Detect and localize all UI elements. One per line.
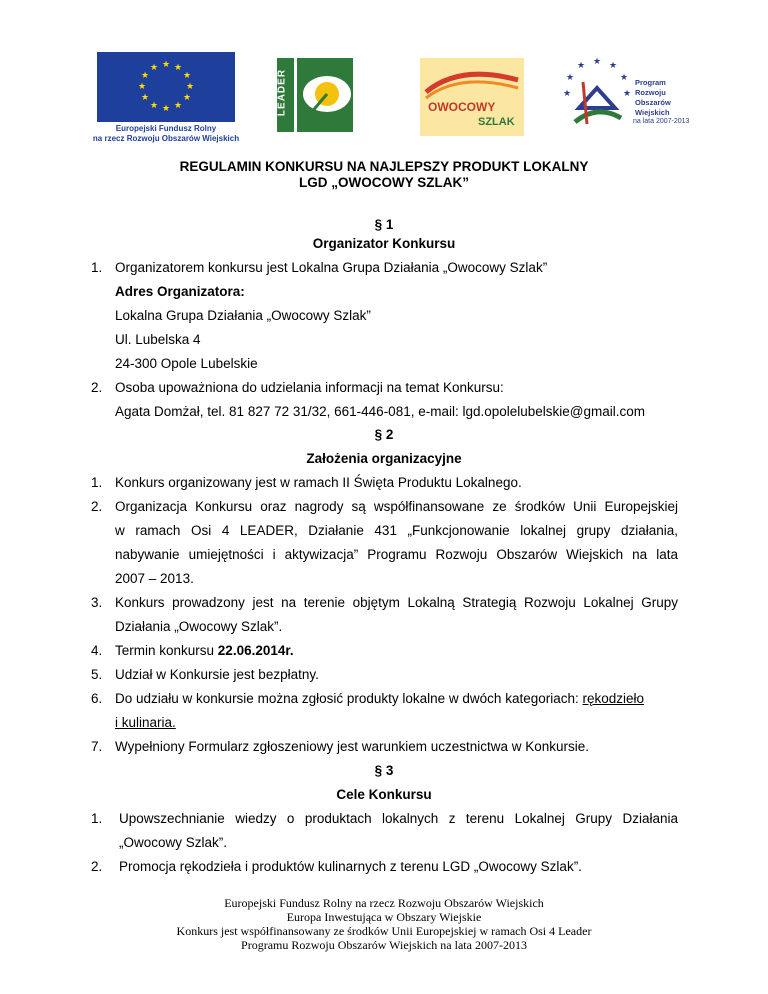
s3-item-1-line-1: Upowszechnianie wiedzy o produktach lokalnych z terenu Lokalnej Grupy Działania bbox=[119, 811, 678, 826]
svg-text:★: ★ bbox=[173, 101, 183, 111]
prow-name bbox=[635, 78, 671, 118]
s2-item-2-line-1: Organizacja Konkursu oraz nagrody są współfinansowane ze środków Unii Europejskiej bbox=[115, 499, 678, 514]
s2-item-2-number: 2. bbox=[91, 499, 103, 514]
section-3-mark: § 3 bbox=[374, 763, 394, 778]
eu-caption-line2: na rzecz Rozwoju Obszarów Wiejskich bbox=[92, 134, 240, 143]
section-2-heading: Założenia organizacyjne bbox=[306, 451, 462, 466]
prow-years: na lata 2007-2013 bbox=[633, 118, 690, 125]
svg-text:★: ★ bbox=[161, 60, 171, 70]
address-label: Adres Organizatora: bbox=[115, 284, 245, 299]
s2-item-7-number: 7. bbox=[91, 739, 103, 754]
s2-item-6-line-1 bbox=[115, 691, 644, 707]
svg-text:★: ★ bbox=[619, 73, 629, 83]
s2-item-4-number: 4. bbox=[91, 643, 103, 658]
svg-text:★: ★ bbox=[140, 71, 150, 81]
s2-item-7-text: Wypełniony Formularz zgłoszeniowy jest warunkiem uczestnictwa w Konkursie. bbox=[115, 739, 590, 754]
s2-item-2-line-3: nabywanie umiejętności i aktywizacja” Programu Rozwoju Obszarów Wiejskich na lata bbox=[115, 547, 678, 562]
svg-text:★: ★ bbox=[149, 101, 159, 111]
svg-text:★: ★ bbox=[576, 61, 586, 71]
s3-item-1-number: 1. bbox=[91, 811, 103, 826]
address-line-3: 24-300 Opole Lubelskie bbox=[115, 356, 258, 371]
title-line-2: LGD „OWOCOWY SZLAK” bbox=[299, 175, 469, 190]
s2-item-1-number: 1. bbox=[91, 475, 103, 490]
s1-item-2-number: 2. bbox=[91, 380, 103, 395]
page-footer bbox=[0, 896, 768, 952]
svg-text:★: ★ bbox=[137, 82, 147, 92]
owocowy-szlak-logo bbox=[420, 58, 524, 136]
eu-flag-icon bbox=[97, 52, 235, 122]
footer-line-1: Europejski Fundusz Rolny na rzecz Rozwoju Obszarów Wiejskich bbox=[224, 896, 544, 910]
s1-item-1-number: 1. bbox=[91, 260, 103, 275]
svg-text:★: ★ bbox=[185, 82, 195, 92]
s2-item-5-text: Udział w Konkursie jest bezpłatny. bbox=[115, 667, 319, 682]
s2-item-2-line-2: w ramach Osi 4 LEADER, Działanie 431 „Funkcjonowanie lokalnej grupy działania, bbox=[115, 523, 678, 538]
owocowy-text: OWOCOWY bbox=[428, 100, 496, 114]
footer-line-2: Europa Inwestująca w Obszary Wiejskie bbox=[286, 910, 482, 924]
s2-item-5-number: 5. bbox=[91, 667, 103, 682]
section-1-mark: § 1 bbox=[374, 217, 394, 232]
section-3-heading: Cele Konkursu bbox=[336, 787, 432, 802]
section-1-heading: Organizator Konkursu bbox=[312, 236, 456, 251]
svg-text:★: ★ bbox=[622, 89, 632, 99]
logo-bar bbox=[0, 48, 768, 148]
szlak-text: SZLAK bbox=[478, 116, 515, 128]
contact-line: Agata Domżał, tel. 81 827 72 31/32, 661-446-081, e-mail: lgd.opolelubelskie@gmail.com bbox=[115, 404, 646, 419]
address-line-1: Lokalna Grupa Działania „Owocowy Szlak” bbox=[115, 308, 371, 323]
document-title bbox=[0, 159, 768, 191]
s2-item-3-line-1: Konkurs prowadzony jest na terenie objętym Lokalną Strategią Rozwoju Lokalnej Grupy bbox=[115, 595, 678, 610]
svg-text:★: ★ bbox=[182, 71, 192, 81]
s3-item-1-line-2: „Owocowy Szlak”. bbox=[119, 835, 228, 850]
s2-item-3-number: 3. bbox=[91, 595, 103, 610]
s2-item-1-text: Konkurs organizowany jest w ramach II Święta Produktu Lokalnego. bbox=[115, 475, 522, 490]
prow-logo bbox=[561, 52, 701, 140]
address-line-2: Ul. Lubelska 4 bbox=[115, 332, 201, 347]
svg-text:★: ★ bbox=[182, 93, 192, 103]
footer-line-3: Konkurs jest współfinansowany ze środków Unii Europejskiej w ramach Osi 4 Leader bbox=[176, 924, 592, 938]
prow-line-1: Program bbox=[635, 78, 666, 87]
eu-fund-logo bbox=[87, 52, 245, 148]
prow-line-4: Wiejskich bbox=[635, 108, 670, 117]
svg-text:★: ★ bbox=[562, 89, 572, 99]
contest-date: 22.06.2014r. bbox=[217, 643, 294, 658]
svg-text:★: ★ bbox=[161, 104, 171, 114]
s3-item-2-number: 2. bbox=[91, 859, 103, 874]
s2-item-2-line-4: 2007 – 2013. bbox=[115, 571, 194, 586]
eu-caption-line1: Europejski Fundusz Rolny bbox=[115, 124, 217, 133]
leader-logo bbox=[275, 56, 355, 134]
footer-line-4: Programu Rozwoju Obszarów Wiejskich na lata 2007-2013 bbox=[241, 938, 527, 952]
s3-item-2-text: Promocja rękodzieła i produktów kulinarnych z terenu LGD „Owocowy Szlak”. bbox=[119, 859, 582, 874]
s2-item-4-text: Termin konkursu bbox=[115, 643, 218, 658]
prow-line-3: Obszarów bbox=[635, 98, 671, 107]
s1-item-2-text: Osoba upoważniona do udzielania informacji na temat Konkursu: bbox=[115, 380, 504, 395]
s2-item-6-number: 6. bbox=[91, 691, 103, 706]
title-line-1: REGULAMIN KONKURSU NA NAJLEPSZY PRODUKT LOKALNY bbox=[179, 159, 589, 174]
svg-text:★: ★ bbox=[565, 73, 575, 83]
svg-text:★: ★ bbox=[592, 57, 602, 67]
svg-text:★: ★ bbox=[608, 61, 618, 71]
category-culinary: i kulinaria. bbox=[115, 715, 176, 730]
svg-text:★: ★ bbox=[173, 63, 183, 73]
leader-text: LEADER bbox=[276, 68, 288, 117]
prow-line-2: Rozwoju bbox=[635, 88, 666, 97]
section-2-mark: § 2 bbox=[374, 427, 394, 442]
svg-text:★: ★ bbox=[149, 63, 159, 73]
s2-item-3-line-2: Działania „Owocowy Szlak”. bbox=[115, 619, 283, 634]
s2-item-6-text: Do udziału w konkursie można zgłosić produkty lokalne w dwóch kategoriach: bbox=[115, 691, 583, 706]
s1-item-1-text: Organizatorem konkursu jest Lokalna Grupa Działania „Owocowy Szlak” bbox=[115, 260, 548, 275]
s2-item-4 bbox=[115, 643, 294, 659]
category-handicraft: rękodzieło bbox=[582, 691, 645, 706]
svg-text:★: ★ bbox=[140, 93, 150, 103]
